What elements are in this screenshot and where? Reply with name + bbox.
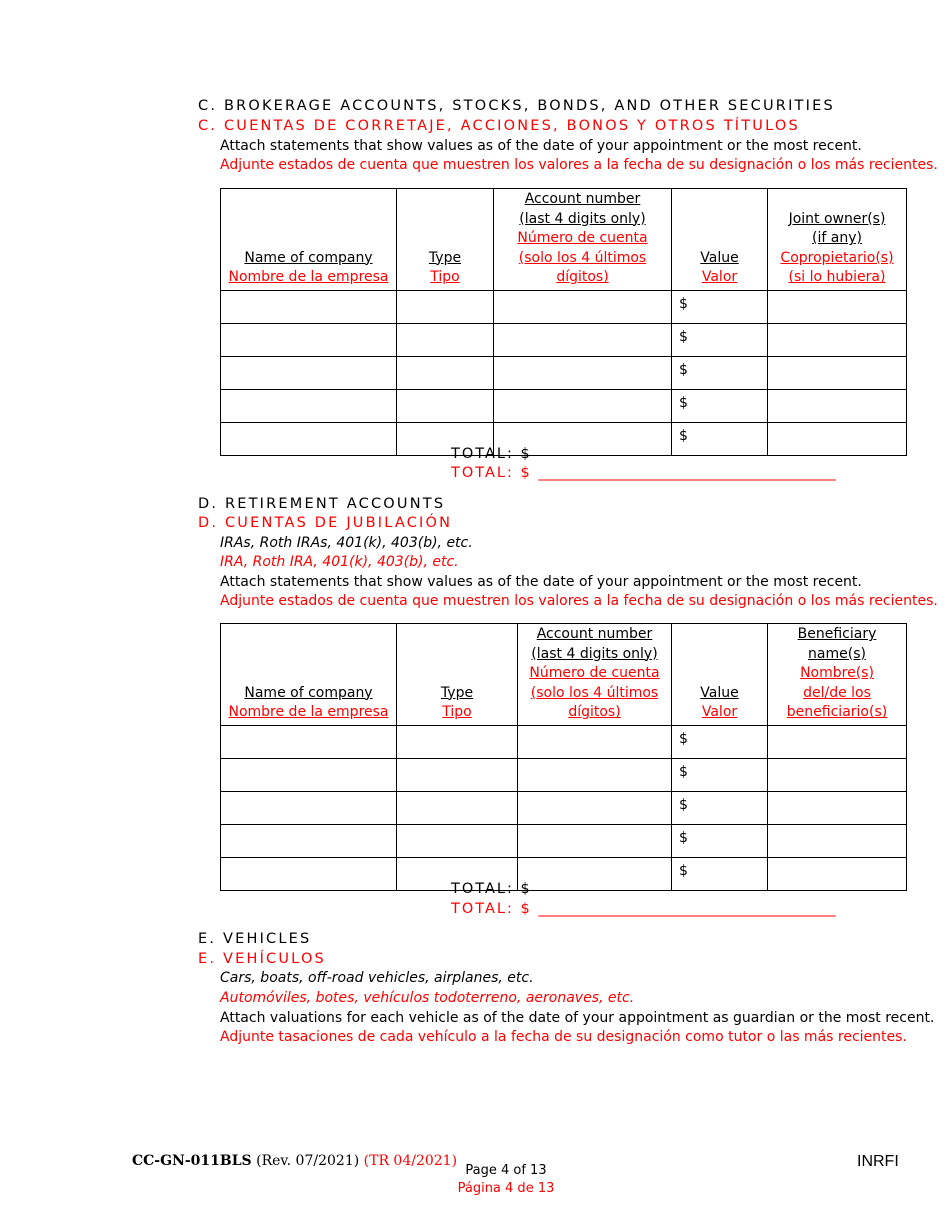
table-header-row xyxy=(221,189,907,291)
section-d-instructions-en: Attach statements that show values as of the date of your appointment or the most recent. xyxy=(220,574,862,590)
value-cell[interactable] xyxy=(672,324,768,357)
section-c-instructions-es: Adjunte estados de cuenta que muestren los valores a la fecha de su designación o los más recientes. xyxy=(220,157,938,173)
company-name-cell[interactable] xyxy=(221,726,397,759)
table-row xyxy=(221,423,907,456)
type-cell[interactable] xyxy=(397,324,494,357)
extra-cell[interactable] xyxy=(768,825,907,858)
section-c-heading-en: C. BROKERAGE ACCOUNTS, STOCKS, BONDS, AND OTHER SECURITIES xyxy=(198,98,835,114)
account-number-cell[interactable] xyxy=(518,858,672,891)
column-header xyxy=(768,189,907,291)
column-header-label-en: Account number xyxy=(536,626,653,643)
column-header-label-en: (last 4 digits only) xyxy=(519,210,646,227)
table-header-row xyxy=(221,624,907,726)
section-c-total-es xyxy=(451,465,836,481)
value-cell[interactable] xyxy=(672,390,768,423)
column-header-label-es: Valor xyxy=(701,269,738,286)
column-header-label-en: Account number xyxy=(524,191,641,208)
section-d-examples-en: IRAs, Roth IRAs, 401(k), 403(b), etc. xyxy=(220,535,473,551)
table-row xyxy=(221,726,907,759)
column-header xyxy=(672,624,768,726)
company-name-cell[interactable] xyxy=(221,825,397,858)
account-number-cell[interactable] xyxy=(494,291,672,324)
column-header-label-es: Tipo xyxy=(442,704,472,721)
column-header-label-es: (solo los 4 últimos xyxy=(518,249,647,266)
column-header-label-en: name(s) xyxy=(808,645,866,662)
column-header-label-en: (if any) xyxy=(812,230,862,247)
column-header xyxy=(494,189,672,291)
retirement-accounts-table xyxy=(220,623,907,891)
section-d-instructions-es: Adjunte estados de cuenta que muestren los valores a la fecha de su designación o los más recientes. xyxy=(220,593,938,609)
value-cell[interactable] xyxy=(672,357,768,390)
company-name-cell[interactable] xyxy=(221,324,397,357)
section-c-instructions-en: Attach statements that show values as of the date of your appointment or the most recent. xyxy=(220,138,862,154)
table-row xyxy=(221,357,907,390)
extra-cell[interactable] xyxy=(768,423,907,456)
value-cell[interactable] xyxy=(672,759,768,792)
section-d-total-es xyxy=(451,901,836,917)
column-header-label-en: Name of company xyxy=(244,249,373,266)
company-name-cell[interactable] xyxy=(221,759,397,792)
section-e-heading-en: E. VEHICLES xyxy=(198,931,312,947)
column-header-label-en: Name of company xyxy=(244,684,373,701)
column-header xyxy=(672,189,768,291)
section-d-total-en: TOTAL: $ xyxy=(451,881,532,897)
dollar-sign: $ xyxy=(679,830,688,846)
value-cell[interactable] xyxy=(672,792,768,825)
column-header-label-en: Type xyxy=(428,249,462,266)
type-cell[interactable] xyxy=(397,825,518,858)
column-header xyxy=(221,189,397,291)
column-header-label-es: Copropietario(s) xyxy=(780,249,894,266)
value-cell[interactable] xyxy=(672,858,768,891)
section-e-examples-en: Cars, boats, off-road vehicles, airplanes, etc. xyxy=(220,970,534,986)
section-e-instructions-es: Adjunte tasaciones de cada vehículo a la fecha de su designación como tutor o las más recientes. xyxy=(220,1029,907,1045)
column-header-label-en: Type xyxy=(440,684,474,701)
value-cell[interactable] xyxy=(672,726,768,759)
column-header-label-en: Joint owner(s) xyxy=(788,210,886,227)
extra-cell[interactable] xyxy=(768,357,907,390)
section-c-total-en: TOTAL: $ xyxy=(451,446,532,462)
form-translation-revision: (TR 04/2021) xyxy=(363,1153,458,1169)
extra-cell[interactable] xyxy=(768,324,907,357)
account-number-cell[interactable] xyxy=(494,324,672,357)
column-header-label-es: beneficiario(s) xyxy=(786,704,888,721)
type-cell[interactable] xyxy=(397,291,494,324)
column-header-label-es: (solo los 4 últimos xyxy=(530,684,659,701)
account-number-cell[interactable] xyxy=(494,357,672,390)
section-d-total-line[interactable]: _________________________________________ xyxy=(538,901,836,917)
table-row xyxy=(221,390,907,423)
column-header-label-es: Nombre de la empresa xyxy=(228,704,389,721)
form-code xyxy=(132,1153,457,1169)
table-row xyxy=(221,792,907,825)
column-header-label-es: Número de cuenta xyxy=(529,665,660,682)
dollar-sign: $ xyxy=(679,863,688,879)
extra-cell[interactable] xyxy=(768,759,907,792)
type-cell[interactable] xyxy=(397,759,518,792)
column-header xyxy=(518,624,672,726)
value-cell[interactable] xyxy=(672,291,768,324)
value-cell[interactable] xyxy=(672,423,768,456)
table-row xyxy=(221,759,907,792)
company-name-cell[interactable] xyxy=(221,291,397,324)
column-header-label-es: dígitos) xyxy=(568,704,621,721)
extra-cell[interactable] xyxy=(768,390,907,423)
dollar-sign: $ xyxy=(679,395,688,411)
column-header xyxy=(397,189,494,291)
section-e-instructions-en: Attach valuations for each vehicle as of the date of your appointment as guardian or the most recent. xyxy=(220,1010,935,1026)
dollar-sign: $ xyxy=(679,329,688,345)
extra-cell[interactable] xyxy=(768,858,907,891)
column-header xyxy=(768,624,907,726)
column-header-label-es: dígitos) xyxy=(556,269,609,286)
account-number-cell[interactable] xyxy=(518,825,672,858)
column-header-label-en: Beneficiary xyxy=(797,626,877,643)
extra-cell[interactable] xyxy=(768,726,907,759)
section-d-total-es-label: TOTAL: $ xyxy=(451,901,532,917)
column-header-label-es: Valor xyxy=(701,704,738,721)
column-header-label-es: del/de los xyxy=(803,684,871,701)
company-name-cell[interactable] xyxy=(221,357,397,390)
account-number-cell[interactable] xyxy=(494,390,672,423)
column-header-label-en: (last 4 digits only) xyxy=(531,645,658,662)
column-header-label-es: Nombre de la empresa xyxy=(228,269,389,286)
dollar-sign: $ xyxy=(679,428,688,444)
table-row xyxy=(221,291,907,324)
section-d-heading-es: D. CUENTAS DE JUBILACIÓN xyxy=(198,515,453,531)
type-cell[interactable] xyxy=(397,357,494,390)
column-header-label-es: (si lo hubiera) xyxy=(788,269,886,286)
account-number-cell[interactable] xyxy=(518,792,672,825)
page-number-en: Page 4 of 13 xyxy=(465,1163,547,1178)
account-number-cell[interactable] xyxy=(518,726,672,759)
column-header-label-en: Value xyxy=(700,249,739,266)
column-header-label-es: Número de cuenta xyxy=(517,230,648,247)
form-number: CC-GN-011BLS xyxy=(132,1153,252,1169)
page-number-es: Página 4 de 13 xyxy=(457,1181,555,1196)
type-cell[interactable] xyxy=(397,390,494,423)
extra-cell[interactable] xyxy=(768,291,907,324)
column-header-label-es: Tipo xyxy=(430,269,460,286)
company-name-cell[interactable] xyxy=(221,423,397,456)
section-e-heading-es: E. VEHÍCULOS xyxy=(198,951,326,967)
company-name-cell[interactable] xyxy=(221,858,397,891)
table-row xyxy=(221,858,907,891)
type-cell[interactable] xyxy=(397,726,518,759)
brokerage-accounts-table xyxy=(220,188,907,456)
column-header xyxy=(397,624,518,726)
section-c-heading-es: C. CUENTAS DE CORRETAJE, ACCIONES, BONOS Y OTROS TÍTULOS xyxy=(198,118,800,134)
dollar-sign: $ xyxy=(679,797,688,813)
form-revision: (Rev. 07/2021) xyxy=(256,1153,360,1169)
section-c-total-es-label: TOTAL: $ xyxy=(451,465,532,481)
column-header xyxy=(221,624,397,726)
dollar-sign: $ xyxy=(679,362,688,378)
table-row xyxy=(221,825,907,858)
company-name-cell[interactable] xyxy=(221,792,397,825)
value-cell[interactable] xyxy=(672,825,768,858)
section-c-total-line[interactable]: _________________________________________ xyxy=(538,465,836,481)
column-header-label-es: Nombre(s) xyxy=(800,665,874,682)
account-number-cell[interactable] xyxy=(518,759,672,792)
dollar-sign: $ xyxy=(679,296,688,312)
section-d-examples-es: IRA, Roth IRA, 401(k), 403(b), etc. xyxy=(220,554,459,570)
type-cell[interactable] xyxy=(397,792,518,825)
company-name-cell[interactable] xyxy=(221,390,397,423)
dollar-sign: $ xyxy=(679,764,688,780)
section-d-heading-en: D. RETIREMENT ACCOUNTS xyxy=(198,496,446,512)
section-e-examples-es: Automóviles, botes, vehículos todoterreno, aeronaves, etc. xyxy=(220,990,635,1006)
extra-cell[interactable] xyxy=(768,792,907,825)
dollar-sign: $ xyxy=(679,731,688,747)
table-row xyxy=(221,324,907,357)
form-id-code: INRFI xyxy=(857,1153,899,1170)
column-header-label-en: Value xyxy=(700,684,739,701)
